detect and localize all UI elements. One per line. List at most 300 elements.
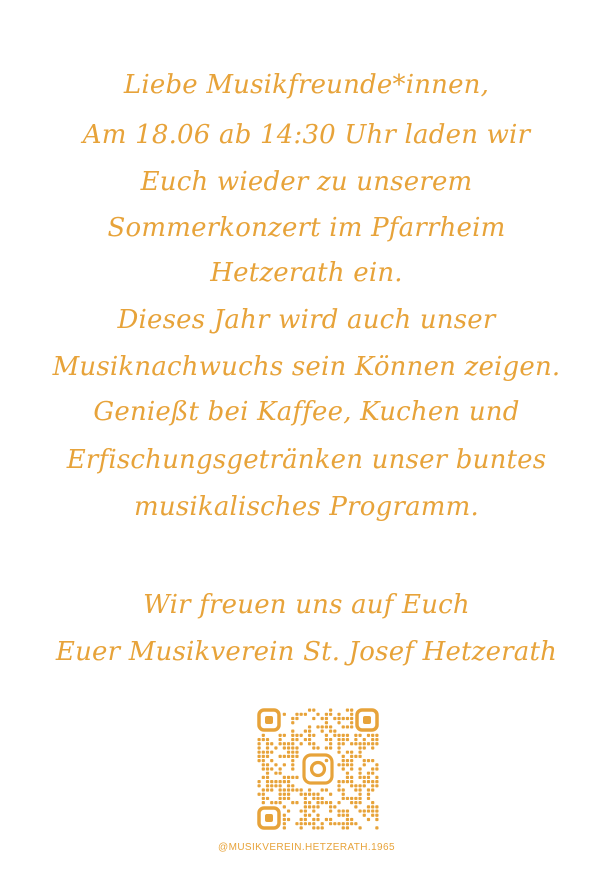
invitation-line: musikalisches Programm. [134, 492, 479, 522]
qr-module [358, 751, 361, 754]
qr-module [375, 742, 378, 745]
qr-module [295, 738, 298, 741]
qr-module [279, 742, 282, 745]
qr-module [304, 730, 307, 733]
qr-module [312, 818, 315, 821]
qr-module [371, 772, 374, 775]
qr-module [337, 721, 340, 724]
qr-module [350, 755, 353, 758]
qr-module [279, 797, 282, 800]
qr-module [325, 818, 328, 821]
qr-module [358, 772, 361, 775]
qr-module [308, 793, 311, 796]
qr-module [350, 767, 353, 770]
qr-module [375, 814, 378, 817]
qr-module [367, 759, 370, 762]
qr-module [295, 776, 298, 779]
qr-module [295, 734, 298, 737]
qr-module [342, 826, 345, 829]
qr-module [270, 759, 273, 762]
qr-module [325, 721, 328, 724]
qr-module [350, 818, 353, 821]
qr-module [375, 784, 378, 787]
qr-finder-top-left [259, 710, 279, 730]
qr-module [312, 809, 315, 812]
invitation-line: Genießt bei Kaffee, Kuchen und [93, 397, 520, 427]
qr-module [371, 742, 374, 745]
qr-module [346, 776, 349, 779]
qr-module [371, 805, 374, 808]
qr-module [337, 746, 340, 749]
qr-module [287, 818, 290, 821]
invitation-line: Hetzerath ein. [210, 258, 403, 288]
qr-module [295, 713, 298, 716]
qr-module [308, 738, 311, 741]
qr-module [279, 784, 282, 787]
qr-module [321, 826, 324, 829]
qr-module [342, 725, 345, 728]
qr-module [321, 725, 324, 728]
greeting-line: Liebe Musikfreunde*innen, [123, 70, 490, 100]
qr-module [279, 755, 282, 758]
qr-module [266, 763, 269, 766]
qr-module [300, 793, 303, 796]
qr-module [346, 738, 349, 741]
qr-module [363, 809, 366, 812]
qr-module [342, 797, 345, 800]
qr-module [283, 793, 286, 796]
qr-module [321, 801, 324, 804]
qr-module [329, 709, 332, 712]
qr-module [363, 759, 366, 762]
qr-module [375, 776, 378, 779]
qr-module [258, 746, 261, 749]
qr-module [346, 797, 349, 800]
qr-module [291, 721, 294, 724]
qr-module [291, 755, 294, 758]
qr-module [350, 709, 353, 712]
qr-module [325, 788, 328, 791]
qr-module [262, 751, 265, 754]
qr-module [262, 763, 265, 766]
qr-module [304, 797, 307, 800]
qr-module [291, 717, 294, 720]
qr-module [371, 801, 374, 804]
qr-module [258, 793, 261, 796]
qr-module [283, 734, 286, 737]
qr-module [337, 788, 340, 791]
qr-module [354, 801, 357, 804]
qr-module [274, 746, 277, 749]
qr-module [367, 734, 370, 737]
qr-module [363, 776, 366, 779]
qr-module [312, 822, 315, 825]
qr-module [371, 746, 374, 749]
qr-module [329, 746, 332, 749]
qr-module [312, 805, 315, 808]
qr-module [279, 788, 282, 791]
qr-module [337, 763, 340, 766]
qr-module [291, 746, 294, 749]
qr-module [291, 776, 294, 779]
qr-module [304, 822, 307, 825]
qr-module [329, 730, 332, 733]
qr-module [316, 826, 319, 829]
qr-module [346, 818, 349, 821]
qr-module [274, 763, 277, 766]
qr-module [283, 826, 286, 829]
qr-module [363, 742, 366, 745]
qr-module [308, 725, 311, 728]
qr-module [266, 797, 269, 800]
qr-module [270, 742, 273, 745]
qr-module [342, 788, 345, 791]
qr-module [266, 788, 269, 791]
invitation-line: Am 18.06 ab 14:30 Uhr laden wir [82, 120, 531, 150]
qr-module [358, 746, 361, 749]
qr-module [295, 746, 298, 749]
qr-module [287, 809, 290, 812]
qr-module [291, 730, 294, 733]
qr-module [283, 788, 286, 791]
qr-module [283, 755, 286, 758]
invitation-line: Sommerkonzert im Pfarrheim [107, 213, 506, 243]
qr-module [258, 742, 261, 745]
qr-module [266, 772, 269, 775]
qr-module [291, 801, 294, 804]
invitation-line: Erfischungsgetränken unser buntes [66, 445, 547, 475]
qr-module [346, 826, 349, 829]
qr-module [274, 772, 277, 775]
qr-module [354, 805, 357, 808]
qr-module [350, 784, 353, 787]
qr-module [266, 784, 269, 787]
qr-module [279, 767, 282, 770]
qr-module [266, 738, 269, 741]
qr-module [358, 788, 361, 791]
qr-module [283, 746, 286, 749]
qr-module [295, 788, 298, 791]
qr-module [325, 713, 328, 716]
qr-module [350, 742, 353, 745]
qr-module [367, 797, 370, 800]
qr-module [312, 826, 315, 829]
qr-module [308, 734, 311, 737]
qr-module [308, 742, 311, 745]
qr-module [291, 751, 294, 754]
qr-module [358, 734, 361, 737]
qr-module [358, 793, 361, 796]
qr-module [337, 784, 340, 787]
qr-module [367, 793, 370, 796]
qr-module [258, 751, 261, 754]
qr-module [312, 742, 315, 745]
qr-module [342, 793, 345, 796]
qr-module [270, 780, 273, 783]
qr-module [337, 734, 340, 737]
qr-module [283, 763, 286, 766]
qr-module [354, 784, 357, 787]
qr-module [270, 784, 273, 787]
signature-line: Euer Musikverein St. Josef Hetzerath [55, 637, 558, 667]
qr-module [346, 780, 349, 783]
qr-module [350, 780, 353, 783]
qr-module [367, 776, 370, 779]
qr-module [342, 755, 345, 758]
qr-module [279, 738, 282, 741]
qr-module [367, 742, 370, 745]
qr-module [295, 822, 298, 825]
qr-module [283, 780, 286, 783]
qr-module [308, 709, 311, 712]
qr-module [346, 709, 349, 712]
qr-module [291, 742, 294, 745]
qr-module [371, 814, 374, 817]
qr-module [350, 717, 353, 720]
qr-module [295, 801, 298, 804]
qr-module [300, 818, 303, 821]
qr-module [329, 713, 332, 716]
qr-module [304, 809, 307, 812]
qr-module [354, 742, 357, 745]
qr-module [304, 713, 307, 716]
qr-module [363, 738, 366, 741]
qr-module [316, 805, 319, 808]
qr-module [342, 717, 345, 720]
qr-module [354, 734, 357, 737]
qr-module [346, 734, 349, 737]
qr-module [312, 709, 315, 712]
qr-module [367, 818, 370, 821]
qr-module [287, 751, 290, 754]
qr-module [266, 780, 269, 783]
qr-module [329, 725, 332, 728]
qr-module [358, 797, 361, 800]
qr-module [266, 742, 269, 745]
qr-module [367, 788, 370, 791]
qr-module [375, 805, 378, 808]
qr-module [308, 788, 311, 791]
qr-module [371, 780, 374, 783]
closing-line: Wir freuen uns auf Euch [143, 590, 470, 620]
qr-module [308, 822, 311, 825]
qr-module [279, 801, 282, 804]
qr-module [312, 717, 315, 720]
qr-module [258, 738, 261, 741]
qr-module [262, 767, 265, 770]
qr-module [371, 734, 374, 737]
qr-module [283, 742, 286, 745]
qr-module [371, 759, 374, 762]
qr-module [266, 746, 269, 749]
qr-module [350, 721, 353, 724]
qr-module [262, 797, 265, 800]
qr-module [367, 805, 370, 808]
qr-module [308, 730, 311, 733]
qr-module [262, 776, 265, 779]
qr-module [274, 784, 277, 787]
qr-module [375, 738, 378, 741]
qr-module [316, 801, 319, 804]
qr-module [287, 788, 290, 791]
qr-module [337, 822, 340, 825]
qr-module [363, 814, 366, 817]
qr-module [342, 759, 345, 762]
qr-module [304, 814, 307, 817]
qr-module [333, 734, 336, 737]
qr-module [270, 801, 273, 804]
qr-module [342, 763, 345, 766]
qr-module [350, 759, 353, 762]
qr-module [266, 755, 269, 758]
qr-module [363, 784, 366, 787]
qr-module [354, 755, 357, 758]
qr-module [312, 797, 315, 800]
qr-module [329, 801, 332, 804]
qr-module [346, 809, 349, 812]
qr-module [291, 763, 294, 766]
qr-module [316, 713, 319, 716]
qr-module [287, 780, 290, 783]
qr-module [266, 767, 269, 770]
qr-module [358, 755, 361, 758]
qr-module [295, 755, 298, 758]
qr-module [329, 805, 332, 808]
qr-module [304, 801, 307, 804]
qr-module [375, 767, 378, 770]
qr-module [287, 797, 290, 800]
instagram-qr-code[interactable] [257, 708, 379, 830]
qr-module [375, 734, 378, 737]
qr-module [358, 767, 361, 770]
qr-module [308, 805, 311, 808]
qr-module [329, 793, 332, 796]
qr-module [337, 801, 340, 804]
qr-module [329, 809, 332, 812]
qr-module [350, 822, 353, 825]
qr-module [262, 801, 265, 804]
qr-module [283, 797, 286, 800]
qr-module [325, 801, 328, 804]
qr-module [333, 805, 336, 808]
qr-module [308, 801, 311, 804]
qr-module [304, 818, 307, 821]
qr-module [262, 755, 265, 758]
qr-module [350, 797, 353, 800]
qr-module [354, 738, 357, 741]
qr-module [354, 797, 357, 800]
instagram-icon [299, 750, 337, 788]
qr-module [325, 725, 328, 728]
qr-module [375, 763, 378, 766]
qr-module [367, 809, 370, 812]
qr-module [354, 788, 357, 791]
qr-module [342, 734, 345, 737]
qr-module [312, 746, 315, 749]
qr-module [358, 826, 361, 829]
qr-module [279, 793, 282, 796]
qr-module [337, 738, 340, 741]
qr-module [346, 772, 349, 775]
qr-module [321, 797, 324, 800]
qr-module [295, 717, 298, 720]
qr-module [337, 751, 340, 754]
qr-module [262, 759, 265, 762]
qr-module [283, 822, 286, 825]
qr-module [375, 809, 378, 812]
qr-code-graphic [257, 708, 379, 830]
qr-module [375, 818, 378, 821]
qr-module [258, 780, 261, 783]
qr-module [262, 788, 265, 791]
qr-module [337, 809, 340, 812]
qr-module [329, 742, 332, 745]
instagram-handle[interactable]: @MUSIKVEREIN.HETZERATH.1965 [218, 842, 395, 853]
qr-module [287, 755, 290, 758]
qr-module [371, 767, 374, 770]
qr-module [358, 776, 361, 779]
qr-module [358, 809, 361, 812]
qr-module [258, 755, 261, 758]
qr-module [283, 805, 286, 808]
qr-module [342, 814, 345, 817]
qr-module [300, 713, 303, 716]
qr-module [337, 713, 340, 716]
qr-module [304, 805, 307, 808]
qr-module [367, 780, 370, 783]
qr-module [316, 814, 319, 817]
qr-module [308, 814, 311, 817]
qr-module [333, 717, 336, 720]
qr-module [321, 717, 324, 720]
qr-module [346, 717, 349, 720]
qr-module [321, 730, 324, 733]
qr-module [346, 822, 349, 825]
qr-module [300, 742, 303, 745]
qr-module [337, 814, 340, 817]
qr-module [363, 780, 366, 783]
qr-module [342, 780, 345, 783]
qr-module [346, 751, 349, 754]
qr-module [316, 797, 319, 800]
qr-module [354, 822, 357, 825]
qr-module [371, 809, 374, 812]
qr-module [258, 759, 261, 762]
qr-module [350, 763, 353, 766]
qr-module [346, 814, 349, 817]
qr-module [346, 725, 349, 728]
invitation-line: Euch wieder zu unserem [140, 167, 473, 197]
qr-module [300, 822, 303, 825]
qr-module [337, 717, 340, 720]
qr-module [262, 738, 265, 741]
qr-module [312, 793, 315, 796]
qr-module [279, 772, 282, 775]
qr-module [283, 818, 286, 821]
qr-module [346, 763, 349, 766]
qr-module [287, 746, 290, 749]
qr-module [316, 746, 319, 749]
qr-module [367, 772, 370, 775]
qr-module [266, 751, 269, 754]
qr-module [300, 826, 303, 829]
qr-module [350, 751, 353, 754]
qr-module [291, 734, 294, 737]
qr-module [291, 788, 294, 791]
qr-module [291, 784, 294, 787]
qr-module [358, 784, 361, 787]
qr-module [350, 801, 353, 804]
